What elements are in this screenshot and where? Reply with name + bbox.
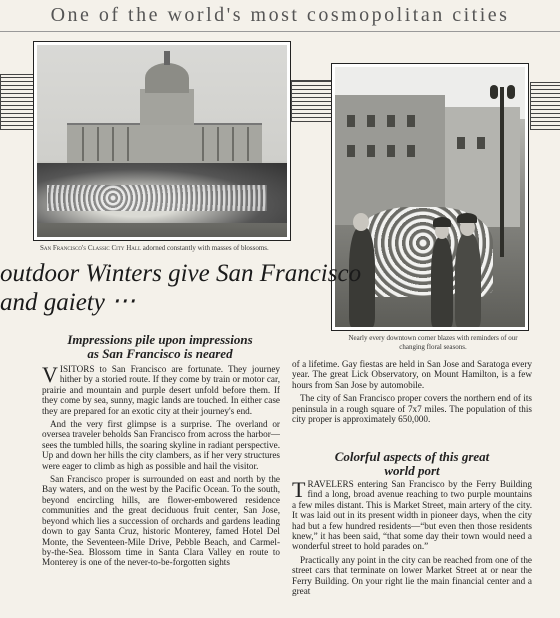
left-column-text bbox=[42, 364, 280, 568]
section2-paragraph-4: Practically any point in the city can be reached from one of the street cars that terminate on lower Market Street at or near the Ferry Building. On your right lie the main financial center and a great bbox=[292, 554, 532, 597]
city-hall-caption-rest: adorned constantly with masses of blossoms. bbox=[141, 244, 269, 252]
headline-line2: and gaiety ‧‧‧ bbox=[0, 289, 135, 316]
section2-subheading bbox=[292, 450, 532, 478]
section1-paragraph-1 bbox=[42, 364, 280, 416]
city-hall-caption bbox=[40, 244, 269, 252]
center-ornament-icon bbox=[291, 80, 333, 122]
flower-stand-photo bbox=[331, 63, 529, 331]
section1-lead-caps: ISITORS bbox=[59, 364, 95, 374]
page-header-title: One of the world's most cosmopolitan cities bbox=[50, 4, 510, 26]
section2-paragraph-2: The city of San Francisco proper covers the northern end of its peninsula in a rough square of 7x7 miles. The population of this city proper is approximately 650,000. bbox=[292, 393, 532, 425]
right-column-text bbox=[292, 359, 532, 424]
city-hall-photo bbox=[33, 41, 291, 241]
flower-stand-caption bbox=[335, 334, 531, 352]
section2-dropcap: T bbox=[292, 477, 306, 502]
city-hall-caption-caps: San Francisco's Classic City Hall bbox=[40, 244, 142, 252]
section1-subheading bbox=[30, 333, 290, 361]
right-column-text-2 bbox=[292, 479, 532, 596]
flower-stand-caption-line1: Nearly every downtown corner blazes with reminders of our bbox=[348, 334, 518, 342]
header-rule bbox=[0, 31, 560, 32]
section1-paragraph-2: And the very first glimpse is a surprise. The overland or oversea traveler beholds San Francisco from across the harbor—sees the tumbled hills, the soaring skyline in radiant perspective. Up and down her hills the city clambers, as if her very structures were eager to climb as high as possible and hail the visitor. bbox=[42, 419, 280, 471]
section1-subheading-line2: as San Francisco is neared bbox=[87, 346, 233, 361]
section2-paragraph-3-text: entering San Francisco by the Ferry Building find a long, broad avenue reaching to two purple mountains a few miles distant. This is Market Street, main artery of the city. It was laid out in its present width in pioneer days, when the city had but a few hundred residents—“but even then those residents knew,” it has been said, “that some day their town would need a wonderful street to hold parades on.” bbox=[292, 479, 532, 552]
section2-paragraph-3 bbox=[292, 479, 532, 552]
section2-lead-caps: RAVELERS bbox=[307, 479, 354, 489]
headline-line1: outdoor Winters give San Francisco bbox=[0, 260, 362, 287]
flower-stand-caption-line2: changing floral seasons. bbox=[399, 343, 467, 351]
section2-subheading-line1: Colorful aspects of this great bbox=[334, 449, 490, 464]
right-ornament-icon bbox=[530, 82, 560, 130]
section1-subheading-line1: Impressions pile upon impressions bbox=[67, 332, 253, 347]
section2-paragraph-1: of a lifetime. Gay fiestas are held in San Jose and Saratoga every year. The great Lick Observatory, on Mount Hamilton, is a few hours from San Jose by automobile. bbox=[292, 359, 532, 390]
section1-paragraph-1-text: to San Francisco are fortunate. They journey hither by a storied route. If they come by train or motor car, prairie and mountain and purple desert unfold before them. If they come by sea, sunny, magic lands are touched. In either case they are prepared for an exotic city at their journey's end. bbox=[42, 364, 280, 416]
section2-subheading-line2: world port bbox=[384, 463, 440, 478]
section1-dropcap: V bbox=[42, 362, 58, 387]
section1-paragraph-3: San Francisco proper is surrounded on east and north by the Bay waters, and on the west by the Pacific Ocean. To the south, beyond encircling hills, are flower-embowered residence communities and the great deciduous fruit center, San Jose, beyond which lies a succession of orchards and gardens leading down to gay Santa Cruz, historic Monterey, famed Hotel Del Monte, the Seventeen-Mile Drive, Pebble Beach, and Carmel-by-the-Sea. Blossom time in Santa Clara Valley en route to Monterey is one of the never-to-be-forgotten sights bbox=[42, 474, 280, 568]
left-ornament-icon bbox=[0, 74, 36, 130]
